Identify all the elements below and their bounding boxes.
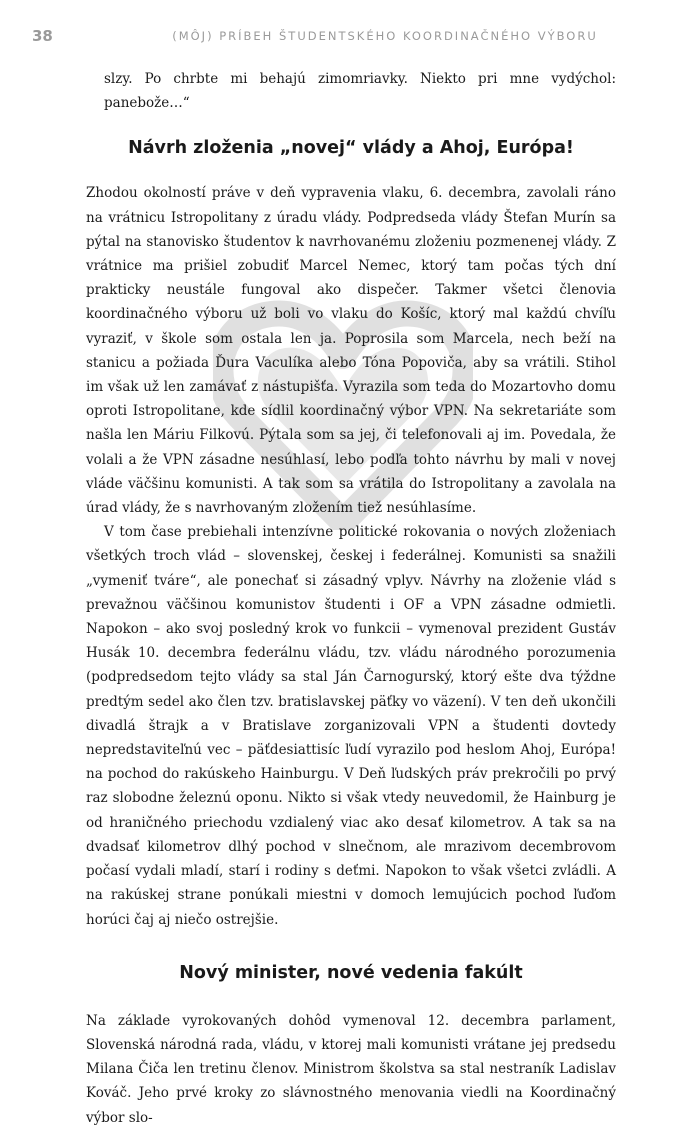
section-heading-vlada: Návrh zloženia „novej“ vlády a Ahoj, Európa!	[128, 138, 574, 159]
intro-paragraph: slzy. Po chrbte mi behajú zimomriavky. Niekto pri mne vydýchol: panebože…“	[104, 71, 616, 112]
page-body	[86, 67, 616, 1130]
body-paragraph: V tom čase prebiehali intenzívne politické rokovania o nových zloženiach všetkých troch vlád – slovenskej, českej i federálnej. Komunisti sa snažili „vymeniť tváre“, ale ponechať si zásadný vplyv. Návrhy na zloženie vlád s prevažnou väčšinou komunistov študenti i OF a VPN zásadne odmietli. Napokon – ako svoj posledný krok vo funkcii – vymenoval prezident Gustáv Husák 10. decembra federálnu vládu, tzv. vládu národného porozumenia (podpredsedom tejto vlády sa stal Ján Čarnogurský, ktorý ešte dva týždne predtým sedel ako člen tzv. bratislavskej päťky vo väzení). V ten deň ukončili divadlá štrajk a v Bratislave zorganizovali VPN a študenti dovtedy nepredstaviteľnú vec – päťdesiattisíc ľudí vyrazilo pod heslom Ahoj, Európa! na pochod do rakúskeho Hainburgu. V Deň ľudských práv prekročili po prvý raz slobodne železnú oponu. Nikto si však vtedy neuvedomil, že Hainburg je od hraničného priechodu vzdialený viac ako desať kilometrov. A tak sa na dvadsať kilometrov dlhý pochod v slnečnom, ale mrazivom decembrovom počasí vydali mladí, starí i rodiny s deťmi. Napokon to však všetci zvládli. A na rakúskej strane ponúkali miestni v domoch lemujúcich pochod ľuďom horúci čaj aj niečo ostrejšie.	[86, 524, 616, 928]
body-paragraph: Na základe vyrokovaných dohôd vymenoval 12. decembra parlament, Slovenská národná rada, vládu, v ktorej mali komunisti vrátane jej predsedu Milana Čiča len tretinu členov. Ministrom školstva sa stal nestraník Ladislav Kováč. Jeho prvé kroky zo slávnostného menovania viedli na Koordinačný výbor slo-	[86, 1012, 616, 1126]
body-paragraph: Zhodou okolností práve v deň vypravenia vlaku, 6. decembra, zavolali ráno na vrátnicu Istropolitany z úradu vlády. Podpredseda vlády Štefan Murín sa pýtal na stanovisko študentov k navrhovanému zloženiu pozmenenej vlády. Z vrátnice ma prišiel zobudiť Marcel Nemec, ktorý tam počas tých dní prakticky neustále fungoval ako dispečer. Takmer všetci členovia koordinačného výboru už boli vo vlaku do Košíc, ktorý mal každú chvíľu vyraziť, v škole som ostala len ja. Poprosila som Marcela, nech beží na stanicu a požiada Ďura Vaculíka alebo Tóna Popoviča, aby sa vrátili. Stihol im však už len zamávať z nástupišťa. Vyrazila som teda do Mozartovho domu oproti Istropolitane, kde sídlil koordinačný výbor VPN. Na sekretariáte som našla len Máriu Filkovú. Pýtala som sa jej, či telefonovali aj im. Povedala, že volali a že VPN zásadne nesúhlasí, lebo podľa tohto návrhu by mali v novej vláde väčšinu komunisti. A tak som sa vrátila do Istropolitany a zavolala na úrad vlády, že s navrhovaným zložením tiež nesúhlasíme.	[86, 185, 616, 517]
running-title: (MÔJ) PRÍBEH ŠTUDENTSKÉHO KOORDINAČNÉHO VÝBORU	[172, 29, 598, 43]
section-heading-minister: Nový minister, nové vedenia fakúlt	[179, 962, 523, 983]
page-number: 38	[32, 27, 53, 45]
